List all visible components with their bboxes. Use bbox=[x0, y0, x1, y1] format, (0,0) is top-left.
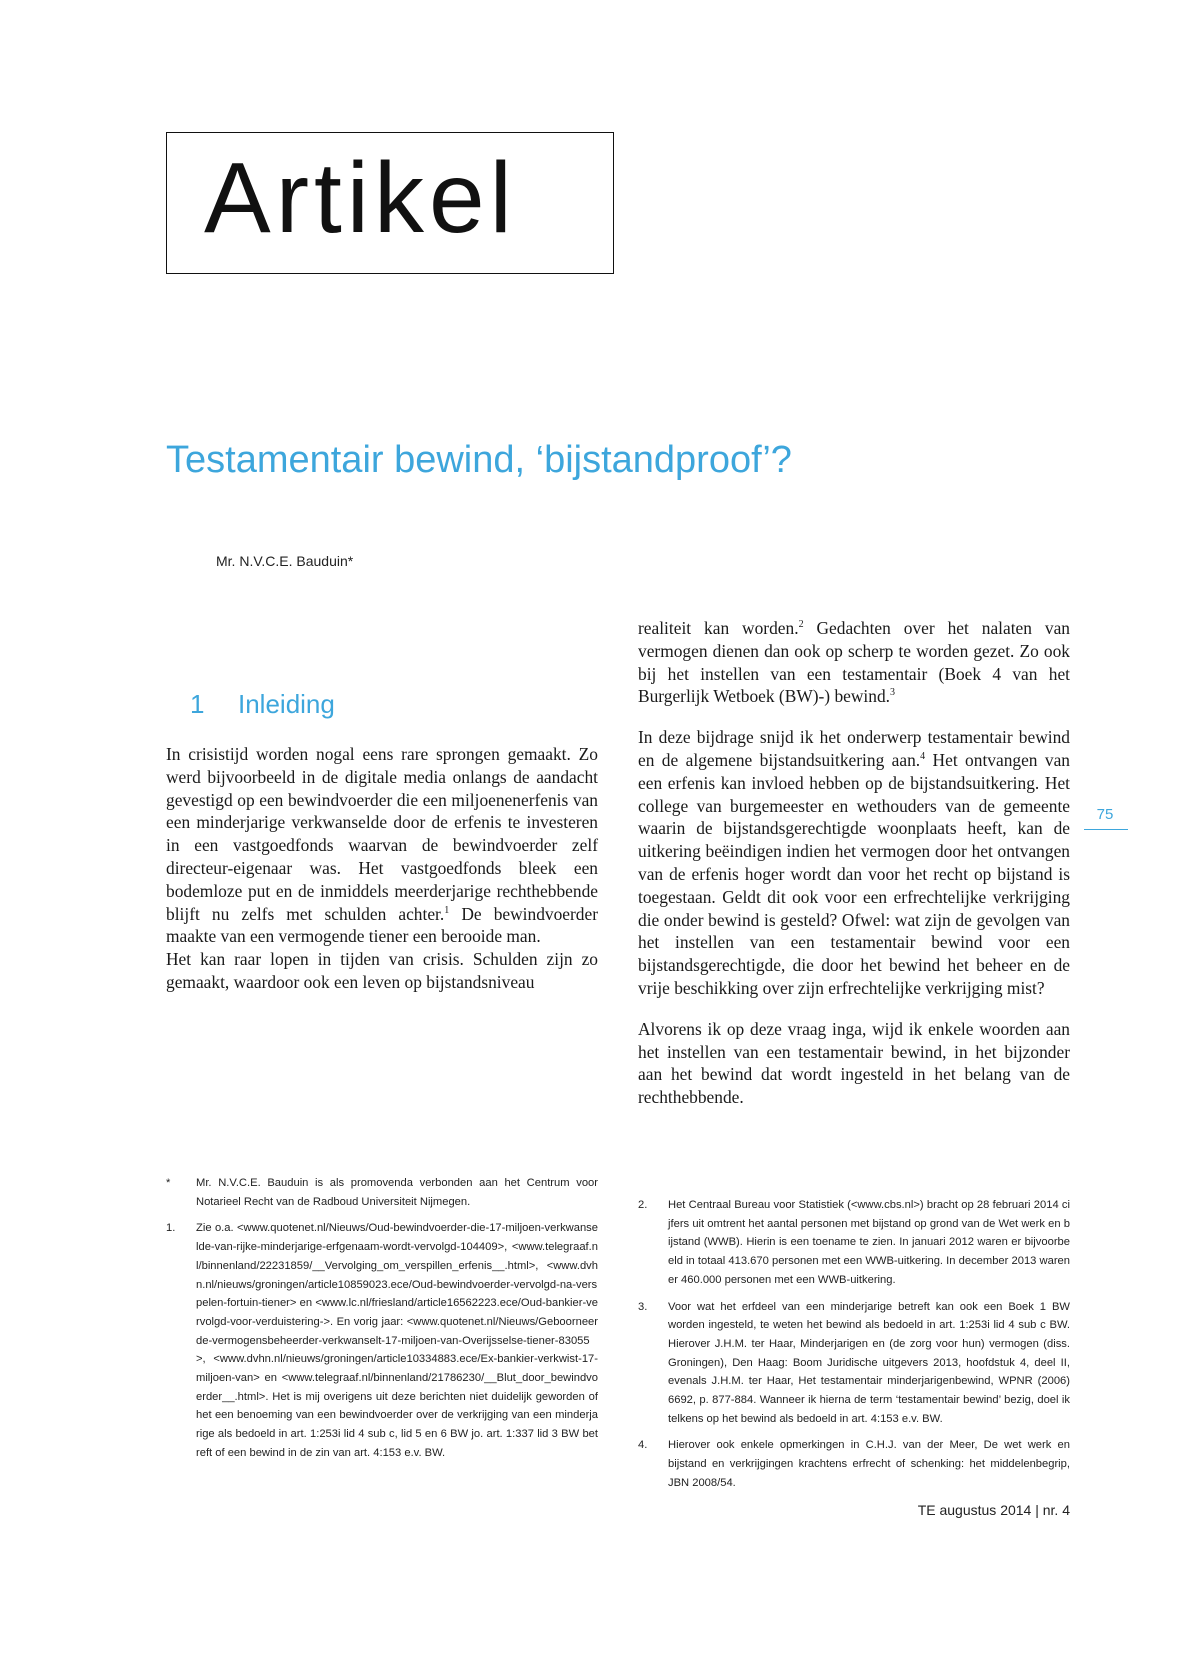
paragraph-text: Het ontvangen van een erfenis kan invloed hebben op de bijstandsuitkering. Het college van burgemeester en wethouders van de gemeente waarin de bijstandsgerechtigde woonplaats heeft, kan de uitkering beëindigen indien het vermogen door het ontvangen van de erfenis hoger wordt dan voor het recht op bijstand is toegestaan. Geldt dit ook voor een erfrechtelijke verkrijging die onder bewind is gesteld? Ofwel: wat zijn de gevolgen van het instellen van een testamentair bewind voor een bijstandsgerechtigde, die door het bewind het beheer en de vrije beschikking over zijn erfrechtelijke verkrijging mist? bbox=[638, 749, 1071, 998]
paragraph bbox=[638, 617, 1070, 708]
footnote bbox=[166, 1174, 598, 1211]
journal-footer: TE augustus 2014 | nr. 4 bbox=[917, 1502, 1070, 1518]
footnote-mark: 1. bbox=[166, 1222, 176, 1235]
paragraph-text: In deze bijdrage snijd ik het onderwerp testamentair bewind en de algemene bijstandsuitkering aan. bbox=[638, 727, 1070, 770]
footnote-ref: 1 bbox=[444, 904, 450, 916]
footnote-ref: 3 bbox=[890, 687, 895, 699]
footnote-text: Mr. N.V.C.E. Bauduin is als promovenda verbonden aan het Centrum voor Notarieel Recht van de Radboud Universiteit Nijmegen. bbox=[196, 1177, 598, 1208]
paragraph-text: Gedachten over het nalaten van vermogen dienen dan ook op scherp te worden gezet. Zo ook bij het instellen van een testamentair (Boek 4 van het Burgerlijk Wetboek (BW)-) bewind. bbox=[638, 618, 1070, 707]
footnote-ref: 4 bbox=[920, 751, 926, 763]
footnote-mark: 2. bbox=[638, 1199, 648, 1211]
footnote-text: Het Centraal Bureau voor Statistiek (<www.cbs.nl>) bracht op 28 februari 2014 cijfers uit omtrent het aantal personen met bijstand op grond van de Wet werk en bijstand (WWB). Hierin is een toename te zien. In januari 2012 waren er bijvoorbeeld in totaal 413.670 personen met een WWB-uitkering. In december 2013 waren er 460.000 personen met een WWB-uitkering. bbox=[668, 1199, 1070, 1286]
paragraph-text: In crisistijd worden nogal eens rare sprongen gemaakt. Zo werd bijvoorbeeld in de digitale media onlangs de aandacht gevestigd op een bewindvoerder die een miljoenenerfenis van een minderjarige verkwanselde door de erfenis te investeren in een vastgoedfonds waarvan de bewindvoerder zelf directeur-eigenaar was. Het vastgoedfonds bleek een bodemloze put en de inmiddels meerderjarige rechthebbende blijft nu zelfs met schulden achter. bbox=[166, 744, 598, 924]
footnote-text: Zie o.a. <www.quotenet.nl/Nieuws/Oud-bewindvoerder-die-17-miljoen-verkwanselde-van-rijke-minderjarige-erfgenaam-wordt-vervolgd-104409>, <www.telegraaf.nl/binnenland/22231859/__Vervolging_om_verspillen_erfenis__.html>, <www.dvhn.nl/nieuws/groningen/article10859023.ece/Oud-bewindvoerder-vervolgd-na-verspelen-fortuin-tiener> en <www.lc.nl/friesland/article16562223.ece/Oud-bankier-vervolgd-voor-verduistering->. En vorig jaar: <www.quotenet.nl/Nieuws/Geboorneerde-vermogensbeheerder-verkwanselt-17-miljoen-van-Overijsselse-tiener-83055>, <www.dvhn.nl/nieuws/groningen/article10334883.ece/Ex-bankier-verkwist-17-miljoen-van> en <www.telegraaf.nl/binnenland/21786230/__Blut_door_bewindvoerder__.html>. Het is mij overigens uit deze berichten niet duidelijk geworden of het een benoeming van een bewindvoerder over de verkrijging van een minderjarige als bedoeld in art. 1:253i lid 4 sub c, lid 5 en 6 BW jo. art. 1:337 lid 3 BW betreft of een bewind in de zin van art. 4:153 e.v. BW. bbox=[196, 1222, 598, 1459]
page-number: 75 bbox=[1096, 806, 1114, 823]
article-title: Testamentair bewind, ‘bijstandproof’? bbox=[166, 439, 792, 481]
footnotes-left bbox=[166, 1174, 598, 1471]
page-number-rule bbox=[1084, 829, 1128, 830]
body-column-left bbox=[166, 743, 598, 994]
footnotes-right bbox=[638, 1196, 1070, 1501]
footnote-mark: 3. bbox=[638, 1300, 648, 1313]
footnote bbox=[638, 1196, 1070, 1290]
paragraph bbox=[638, 726, 1070, 1000]
footnote bbox=[638, 1298, 1070, 1429]
paragraph-text: De bewindvoerder maakte van een vermogende tiener een berooide man. bbox=[166, 903, 598, 947]
paragraph: Het kan raar lopen in tijden van crisis. Schulden zijn zo gemaakt, waardoor ook een leven op bijstandsniveau bbox=[166, 949, 598, 992]
footnote bbox=[638, 1436, 1070, 1492]
footnote-mark: * bbox=[166, 1177, 171, 1189]
section-heading bbox=[190, 689, 335, 720]
paragraph-text: realiteit kan worden. bbox=[638, 618, 799, 638]
footnote-ref: 2 bbox=[798, 619, 804, 631]
footnote-mark: 4. bbox=[638, 1439, 648, 1452]
body-column-right bbox=[638, 617, 1070, 1109]
paragraph bbox=[166, 743, 598, 948]
paragraph: Alvorens ik op deze vraag inga, wijd ik enkele woorden aan het instellen van een testamentair bewind, in het bijzonder aan het bewind dat wordt ingesteld in het belang van de rechthebbende. bbox=[638, 1018, 1070, 1108]
section-label: Artikel bbox=[204, 142, 517, 254]
footnote bbox=[166, 1219, 598, 1462]
author-line: Mr. N.V.C.E. Bauduin* bbox=[216, 553, 354, 569]
section-heading-text: Inleiding bbox=[238, 689, 335, 719]
footnote-text: Voor wat het erfdeel van een minderjarige betreft kan ook een Boek 1 BW worden ingesteld, te weten het bewind als bedoeld in art. 1:253i lid 4 sub c BW. Hierover J.H.M. ter Haar, Minderjarigen en (de zorg voor hun) vermogen (diss. Groningen), Den Haag: Boom Juridische uitgevers 2013, hoofdstuk 4, deel II, evenals J.H.M. ter Haar, Het testamentair minderjarigenbewind, WPNR (2006) 6692, p. 877-884. Wanneer ik hierna de term ‘testamentair bewind’ bezig, doel ik telkens op het bewind als bedoeld in art. 4:153 e.v. BW. bbox=[668, 1300, 1070, 1425]
section-number: 1 bbox=[190, 689, 205, 719]
footnote-text: Hierover ook enkele opmerkingen in C.H.J. van der Meer, De wet werk en bijstand en verkrijgingen krachtens erfrecht of schenking: het middelenbegrip, JBN 2008/54. bbox=[668, 1439, 1070, 1489]
